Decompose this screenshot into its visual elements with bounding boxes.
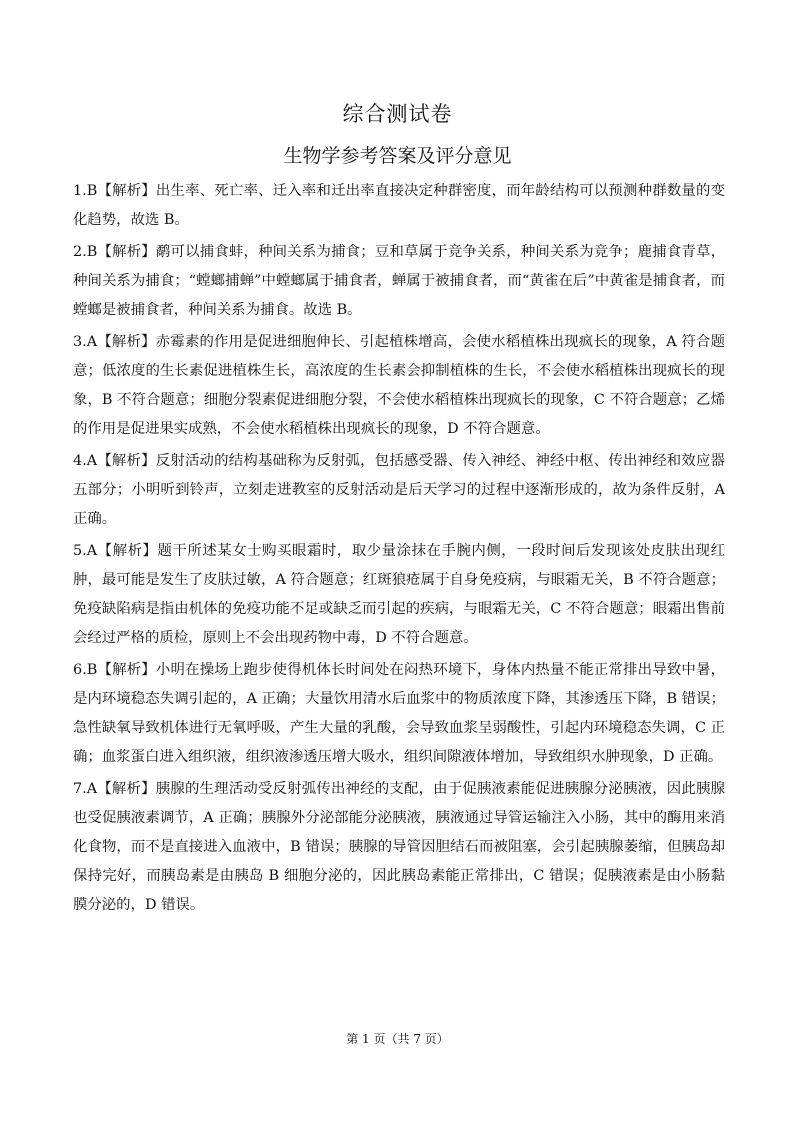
answer-item-2: 2.B【解析】鹬可以捕食蚌，种间关系为捕食；豆和草属于竞争关系，种间关系为竞争；鹿捕食青草，种间关系为捕食；“螳螂捕蝉”中螳螂属于捕食者，蝉属于被捕食者，而“黄雀在后”中黄雀是捕食者，而螳螂是被捕食者，种间关系为捕食。故选 B。 (73, 244, 725, 318)
document-subtitle: 生物学参考答案及评分意见 (283, 145, 512, 167)
answer-item-4: 4.A【解析】反射活动的结构基础称为反射弧，包括感受器、传入神经、神经中枢、传出神经和效应器五部分；小明听到铃声，立刻走进教室的反射活动是后天学习的过程中逐渐形成的，故为条件反射，A 正确。 (73, 453, 725, 527)
answer-item-7: 7.A【解析】胰腺的生理活动受反射弧传出神经的支配，由于促胰液素能促进胰腺分泌胰液，因此胰腺也受促胰液素调节，A 正确；胰腺外分泌部能分泌胰液，胰液通过导管运输注入小肠，其中的酶用来消化食物，而不是直接进入血液中，B 错误；胰腺的导管因胆结石而被阻塞，会引起胰腺萎缩，但胰岛却保持完好，而胰岛素是由胰岛 B 细胞分泌的，因此胰岛素能正常排出，C 错误；促胰液素是由小肠黏膜分泌的，D 错误。 (73, 781, 725, 913)
answer-item-3: 3.A【解析】赤霉素的作用是促进细胞伸长、引起植株增高，会使水稻植株出现疯长的现象，A 符合题意；低浓度的生长素促进植株生长，高浓度的生长素会抑制植株的生长，不会使水稻植株出现疯长的现象，B 不符合题意；细胞分裂素促进细胞分裂，不会使水稻植株出现疯长的现象，C 不符合题意；乙烯的作用是促进果实成熟，不会使水稻植株出现疯长的现象，D 不符合题意。 (73, 334, 725, 437)
answer-item-6: 6.B【解析】小明在操场上跑步使得机体长时间处在闷热环境下，身体内热量不能正常排出导致中暑，是内环境稳态失调引起的，A 正确；大量饮用清水后血浆中的物质浓度下降，其渗透压下降，B 错误；急性缺氧导致机体进行无氧呼吸，产生大量的乳酸，会导致血浆呈弱酸性，引起内环境稳态失调，C 正确；血浆蛋白进入组织液，组织液渗透压增大吸水，组织间隙液体增加，导致组织水肿现象，D 正确。 (73, 662, 725, 765)
answer-list (73, 177, 725, 923)
answer-item-1: 1.B【解析】出生率、死亡率、迁入率和迁出率直接决定种群密度，而年龄结构可以预测种群数量的变化趋势，故选 B。 (73, 183, 725, 228)
document-title: 综合测试卷 (342, 102, 453, 126)
answer-item-5: 5.A【解析】题干所述某女士购买眼霜时，取少量涂抹在手腕内侧，一段时间后发现该处皮肤出现红肿，最可能是发生了皮肤过敏，A 符合题意；红斑狼疮属于自身免疫病，与眼霜无关，B 不符合题意；免疫缺陷病是指由机体的免疫功能不足或缺乏而引起的疾病，与眼霜无关，C 不符合题意；眼霜出售前会经过严格的质检，原则上不会出现药物中毒，D 不符合题意。 (73, 543, 725, 646)
page-number: 第 1 页（共 7 页） (346, 1032, 449, 1046)
